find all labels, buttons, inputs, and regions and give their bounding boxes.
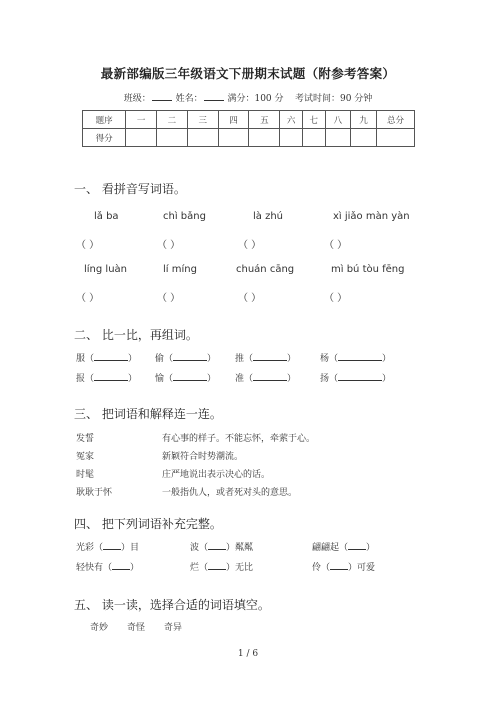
pinyin-item: xì jiǎo màn yàn <box>333 211 410 222</box>
score-row-label: 得分 <box>83 129 126 147</box>
score-header-cell: 五 <box>249 111 280 129</box>
match-word[interactable]: 发誓 <box>76 434 95 444</box>
answer-blank[interactable]: （ ） <box>76 293 100 304</box>
score-header-cell: 二 <box>156 111 187 129</box>
section4-heading: 四、 把下列词语补充完整。 <box>74 517 222 531</box>
score-table <box>82 110 415 147</box>
match-word[interactable]: 耿耿于怀 <box>76 488 113 498</box>
score-header-cell: 题序 <box>83 111 126 129</box>
word-choice: 奇怪 <box>127 623 146 633</box>
compare-item[interactable]: 推（ ） <box>235 351 296 364</box>
pinyin-item: là zhú <box>253 211 284 222</box>
idiom-item[interactable]: 波（ ）粼粼 <box>190 540 253 553</box>
pinyin-item: mì bú tòu fēng <box>331 264 405 275</box>
word-choice: 奇异 <box>164 623 183 633</box>
score-header-cell: 八 <box>325 111 351 129</box>
score-header-cell: 七 <box>302 111 325 129</box>
pinyin-item: lǎ ba <box>94 211 119 222</box>
section5-heading: 五、 读一读，选择合适的词语填空。 <box>74 598 270 612</box>
score-header-cell: 六 <box>280 111 303 129</box>
match-meaning[interactable]: 庄严地说出表示决心的话。 <box>162 470 271 480</box>
word-choice: 奇妙 <box>90 623 109 633</box>
compare-item[interactable]: 准（ ） <box>235 371 296 384</box>
answer-blank[interactable]: （ ） <box>324 240 348 251</box>
pinyin-item: chuán cāng <box>236 264 295 275</box>
score-cell[interactable] <box>249 129 280 147</box>
score-header-cell: 三 <box>187 111 218 129</box>
score-cell[interactable] <box>376 129 414 147</box>
pinyin-item: lí míng <box>163 264 197 275</box>
section1-heading: 一、 看拼音写词语。 <box>74 182 186 196</box>
idiom-item[interactable]: 烂（ ）无比 <box>190 560 253 573</box>
section2-heading: 二、 比一比，再组词。 <box>74 328 198 342</box>
score-cell[interactable] <box>187 129 218 147</box>
match-meaning[interactable]: 一般指仇人，或者死对头的意思。 <box>162 488 298 498</box>
answer-blank[interactable]: （ ） <box>324 293 348 304</box>
score-header-cell: 四 <box>218 111 249 129</box>
class-label: 班级： <box>123 94 151 104</box>
score-header-row <box>83 111 415 129</box>
full-score: 满分：100 分 <box>227 94 284 104</box>
answer-blank[interactable]: （ ） <box>76 240 100 251</box>
score-row <box>83 129 415 147</box>
idiom-item[interactable]: 翩翩起（ ） <box>312 540 375 553</box>
answer-blank[interactable]: （ ） <box>157 240 181 251</box>
page-number: 1 / 6 <box>237 649 259 659</box>
compare-item[interactable]: 偷（ ） <box>155 351 216 364</box>
page-title: 最新部编版三年级语文下册期末试题（附参考答案） <box>100 66 396 81</box>
match-meaning[interactable]: 有心事的样子。不能忘怀，牵萦于心。 <box>162 434 316 444</box>
compare-item[interactable]: 扬（ ） <box>320 371 391 384</box>
idiom-item[interactable]: 伶（ ）可爱 <box>312 560 375 573</box>
exam-time: 考试时间：90 分钟 <box>294 94 373 104</box>
compare-item[interactable]: 杨（ ） <box>320 351 391 364</box>
score-cell[interactable] <box>126 129 157 147</box>
pinyin-item: líng luàn <box>84 264 128 275</box>
match-word[interactable]: 冤家 <box>76 452 95 462</box>
score-header-cell: 九 <box>351 111 377 129</box>
section3-heading: 三、 把词语和解释连一连。 <box>74 407 222 421</box>
score-cell[interactable] <box>302 129 325 147</box>
score-header-cell: 一 <box>126 111 157 129</box>
compare-item[interactable]: 愉（ ） <box>155 371 216 384</box>
answer-blank[interactable]: （ ） <box>157 293 181 304</box>
score-cell[interactable] <box>325 129 351 147</box>
score-cell[interactable] <box>218 129 249 147</box>
idiom-item[interactable]: 光彩（ ）目 <box>76 540 139 553</box>
answer-blank[interactable]: （ ） <box>238 240 262 251</box>
name-blank <box>204 91 224 101</box>
score-cell[interactable] <box>280 129 303 147</box>
match-word[interactable]: 时髦 <box>76 470 95 480</box>
match-meaning[interactable]: 新颖符合时势潮流。 <box>162 452 244 462</box>
idiom-item[interactable]: 轻快有（ ） <box>76 560 139 573</box>
score-cell[interactable] <box>156 129 187 147</box>
exam-info <box>0 91 496 104</box>
pinyin-item: chì bǎng <box>163 211 206 222</box>
name-label: 姓名： <box>175 94 203 104</box>
answer-blank[interactable]: （ ） <box>238 293 262 304</box>
compare-item[interactable]: 服（ ） <box>76 351 137 364</box>
class-blank <box>152 91 172 101</box>
score-header-cell: 总分 <box>376 111 414 129</box>
score-cell[interactable] <box>351 129 377 147</box>
compare-item[interactable]: 报（ ） <box>76 371 137 384</box>
